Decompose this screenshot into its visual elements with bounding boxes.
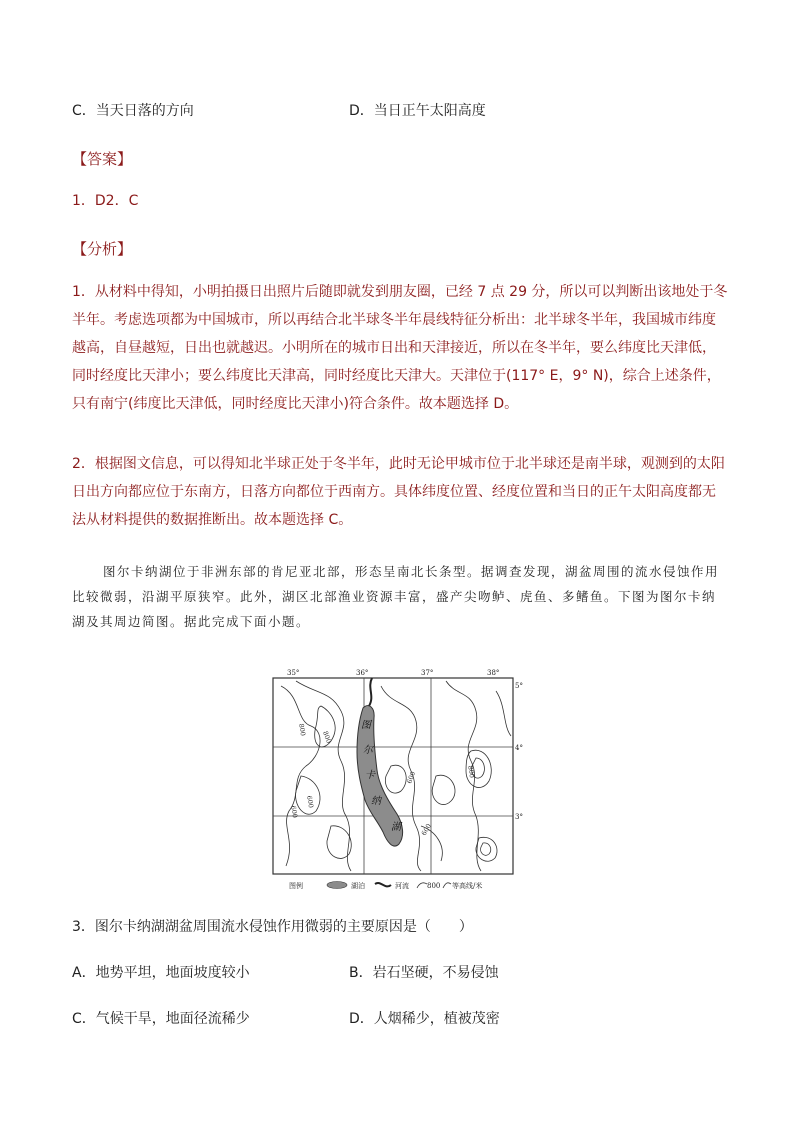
answer-text: 1．D2．C [72, 193, 139, 209]
legend-title: 图例 [289, 882, 303, 890]
q3-stem: 3．图尔卡纳湖湖盆周围流水侵蚀作用微弱的主要原因是（ ） [72, 919, 473, 935]
q3-option-a: A．地势平坦，地面坡度较小 [72, 965, 250, 981]
analysis-p2-line: 2．根据图文信息，可以得知北半球正处于冬半年，此时无论甲城市位于北半球还是南半球，观测到的太阳 [72, 456, 725, 472]
latitude-labels [515, 682, 523, 821]
analysis-p1-line: 同时经度比天津小；要么纬度比天津高，同时经度比天津大。天津位于(117° E，9° N)，综合上述条件， [72, 368, 721, 384]
material-line: 湖及其周边简图。据此完成下面小题。 [72, 614, 311, 629]
map-legend [289, 881, 482, 890]
contour-label: 800 [321, 729, 333, 745]
turkana-map [271, 666, 525, 894]
lon-label: 38° [487, 669, 500, 677]
lake-char: 纳 [371, 796, 381, 807]
lat-label: 5° [515, 682, 523, 690]
legend-river-swatch [375, 883, 391, 886]
lat-label: 3° [515, 813, 523, 821]
lon-label: 35° [287, 669, 300, 677]
analysis-p1-line: 半年。考虑选项都为中国城市，所以再结合北半球冬半年晨线特征分析出：北半球冬半年，我国城市纬度 [72, 312, 716, 328]
analysis-p1-line: 1．从材料中得知，小明拍摄日出照片后随即就发到朋友圈，已经 7 点 29 分，所以可以判断出该地处于冬 [72, 284, 728, 300]
legend-river: 河流 [395, 882, 409, 890]
legend-contour-swatch [417, 883, 427, 888]
q3-option-d: D．人烟稀少，植被茂密 [349, 1011, 500, 1027]
prev-option-d: D．当日正午太阳高度 [349, 103, 486, 119]
q3-option-c: C．气候干旱，地面径流稀少 [72, 1011, 250, 1027]
legend-lake: 湖泊 [351, 882, 365, 890]
lake-char: 图 [361, 720, 371, 731]
analysis-p1-line: 越高，自昼越短，日出也就越迟。小明所在的城市日出和天津接近，所以在冬半年，要么纬度比天津低， [72, 340, 716, 356]
turkana-map-figure [271, 666, 525, 894]
contour-label: 600 [305, 794, 316, 809]
lake-char: 湖 [391, 822, 401, 833]
longitude-labels [287, 669, 499, 677]
contour-label: 600 [289, 804, 300, 819]
legend-contour-desc: 等高线/米 [452, 882, 483, 890]
material-paragraph [72, 559, 733, 634]
lake-char: 卡 [365, 770, 375, 781]
contour-label: 800 [297, 722, 308, 737]
material-line: 比较微弱，沿湖平原狭窄。此外，湖区北部渔业资源丰富，盛产尖吻鲈、虎鱼、多鳍鱼。下图为图尔卡纳 [72, 589, 717, 604]
answer-tag: 【答案】 [72, 150, 133, 168]
analysis-paragraph-1 [72, 278, 732, 418]
lon-label: 36° [356, 669, 369, 677]
legend-lake-swatch [327, 882, 347, 889]
contour-label: 600 [405, 770, 418, 785]
analysis-p1-line: 只有南宁(纬度比天津低，同时经度比天津小)符合条件。故本题选择 D。 [72, 396, 519, 412]
lon-label: 37° [421, 669, 434, 677]
contour-label: 600 [419, 822, 433, 837]
legend-contour-value: 800 [427, 882, 441, 890]
contour-label: 800 [466, 764, 477, 779]
analysis-p2-line: 法从材料提供的数据推断出。故本题选择 C。 [72, 512, 353, 528]
analysis-p2-line: 日出方向都应位于东南方，日落方向都位于西南方。具体纬度位置、经度位置和当日的正午太阳高度都无 [72, 484, 716, 500]
material-line: 图尔卡纳湖位于非洲东部的肯尼亚北部，形态呈南北长条型。据调查发现，湖盆周围的流水侵蚀作用 [103, 564, 720, 579]
q3-option-b: B．岩石坚硬，不易侵蚀 [349, 965, 499, 981]
lake-char: 尔 [363, 745, 373, 756]
lat-label: 4° [515, 744, 523, 752]
analysis-paragraph-2 [72, 450, 732, 534]
analysis-tag: 【分析】 [72, 240, 133, 258]
prev-option-c: C．当天日落的方向 [72, 103, 194, 119]
